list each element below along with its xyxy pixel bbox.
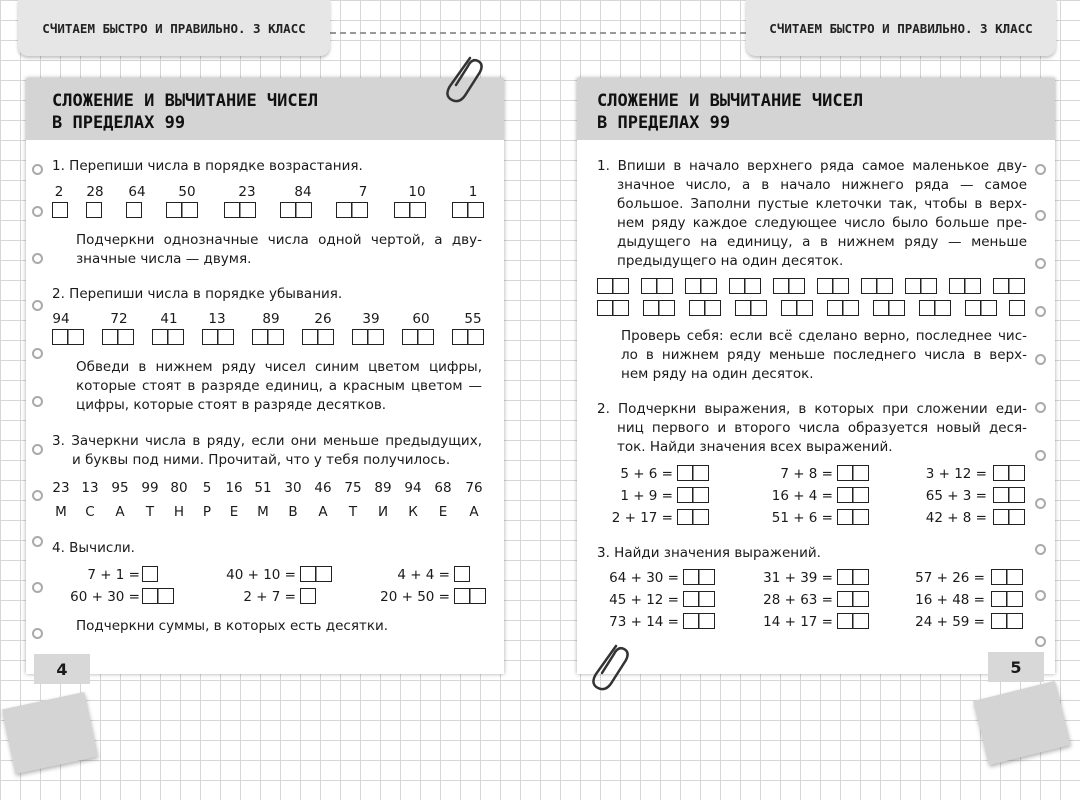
answer-box[interactable] bbox=[452, 329, 484, 345]
page-number-left bbox=[34, 654, 90, 684]
number: 95 bbox=[111, 480, 129, 496]
number: 30 bbox=[284, 480, 302, 496]
number: 72 bbox=[110, 311, 128, 327]
letter: А bbox=[318, 504, 328, 520]
expression: 16 + 48 = bbox=[915, 592, 985, 608]
answer-box[interactable] bbox=[677, 487, 709, 503]
answer-box[interactable] bbox=[352, 329, 384, 345]
number: 75 bbox=[344, 480, 362, 496]
right-task1-check: ло в нижнем ряду меньше последнего числа в верх- bbox=[621, 347, 1027, 363]
number: 10 bbox=[408, 184, 426, 200]
answer-box[interactable] bbox=[402, 329, 434, 345]
expression: 73 + 14 = bbox=[609, 614, 679, 630]
number: 55 bbox=[464, 311, 482, 327]
right-task1-text: предыдущего на один десяток. bbox=[617, 253, 844, 269]
binder-hole-icon bbox=[1035, 306, 1046, 317]
number: 89 bbox=[262, 311, 280, 327]
left-task2-note: Обведи в нижнем ряду чисел синим цветом цифры, bbox=[76, 359, 482, 375]
answer-box[interactable] bbox=[166, 202, 198, 218]
right-task2-text: ток. Найди значения всех выражений. bbox=[617, 439, 893, 455]
binder-hole-icon bbox=[1035, 210, 1046, 221]
letter: Т bbox=[348, 504, 358, 520]
answer-box[interactable] bbox=[837, 613, 869, 629]
answer-box[interactable] bbox=[781, 300, 813, 316]
answer-box[interactable] bbox=[300, 566, 332, 582]
answer-box[interactable] bbox=[142, 566, 158, 582]
binder-hole-icon bbox=[32, 444, 43, 455]
number: 84 bbox=[294, 184, 312, 200]
expression: 65 + 3 = bbox=[925, 488, 987, 504]
paperclip-icon bbox=[440, 52, 484, 104]
right-task1-text: нем ряду каждое следующее число было больше пре- bbox=[617, 215, 1027, 231]
binder-hole-icon bbox=[1035, 258, 1046, 269]
letter: В bbox=[288, 504, 298, 520]
number: 68 bbox=[434, 480, 452, 496]
expression: 20 + 50 = bbox=[380, 589, 450, 605]
number: 13 bbox=[208, 311, 226, 327]
number: 23 bbox=[238, 184, 256, 200]
left-title-line1: СЛОЖЕНИЕ И ВЫЧИТАНИЕ ЧИСЕЛ bbox=[52, 91, 319, 111]
expression: 42 + 8 = bbox=[925, 510, 987, 526]
expression: 7 + 1 = bbox=[87, 567, 140, 583]
binder-hole-icon bbox=[1035, 450, 1046, 461]
answer-box[interactable] bbox=[689, 300, 721, 316]
expression: 28 + 63 = bbox=[763, 592, 833, 608]
answer-box[interactable] bbox=[452, 202, 484, 218]
right-task2-text: ниц первого и второго числа образуется новый деся- bbox=[617, 420, 1027, 436]
expression: 7 + 8 = bbox=[780, 466, 833, 482]
left-title-line2: В ПРЕДЕЛАХ 99 bbox=[52, 113, 186, 133]
answer-box[interactable] bbox=[991, 569, 1023, 585]
number: 76 bbox=[465, 480, 483, 496]
right-task1-text: большое. Заполни пустые клеточки так, чтобы в верх- bbox=[617, 196, 1027, 212]
expression: 14 + 17 = bbox=[763, 614, 833, 630]
answer-box[interactable] bbox=[683, 569, 715, 585]
letter: А bbox=[115, 504, 125, 520]
answer-box[interactable] bbox=[817, 278, 849, 294]
number: 89 bbox=[374, 480, 392, 496]
header-title-right: СЧИТАЕМ БЫСТРО И ПРАВИЛЬНО. 3 КЛАСС bbox=[769, 20, 1033, 36]
binder-hole-icon bbox=[32, 536, 43, 547]
right-title-line1: СЛОЖЕНИЕ И ВЫЧИТАНИЕ ЧИСЕЛ bbox=[597, 91, 864, 111]
answer-box[interactable] bbox=[837, 465, 869, 481]
number: 64 bbox=[128, 184, 146, 200]
answer-box[interactable] bbox=[685, 278, 717, 294]
letter: Н bbox=[173, 504, 185, 520]
answer-box[interactable] bbox=[252, 329, 284, 345]
binder-hole-icon bbox=[1035, 636, 1046, 647]
right-title-line2: В ПРЕДЕЛАХ 99 bbox=[597, 113, 731, 133]
answer-box[interactable] bbox=[837, 487, 869, 503]
answer-box[interactable] bbox=[993, 487, 1025, 503]
expression: 2 + 7 = bbox=[243, 589, 296, 605]
right-page bbox=[577, 78, 1055, 674]
answer-box[interactable] bbox=[677, 509, 709, 525]
left-task3-text: 3. Зачеркни числа в ряду, если они меньше предыдущих, bbox=[52, 433, 482, 449]
left-task4-text: 4. Вычисли. bbox=[52, 540, 135, 556]
left-task2-note: которые стоят в разряде единиц, а красным цветом — bbox=[76, 378, 482, 394]
binder-hole-icon bbox=[32, 164, 43, 175]
answer-box[interactable] bbox=[597, 300, 629, 316]
answer-box[interactable] bbox=[993, 278, 1025, 294]
answer-box[interactable] bbox=[641, 278, 673, 294]
right-task1-text: дыдущего на единицу, а в нижнем ряду — меньше bbox=[617, 234, 1027, 250]
answer-box[interactable] bbox=[597, 278, 629, 294]
binder-hole-icon bbox=[1035, 402, 1046, 413]
page-number-left-text: 4 bbox=[56, 659, 68, 679]
right-task1-check: нем ряду на один десяток. bbox=[621, 366, 814, 382]
number: 28 bbox=[86, 184, 104, 200]
answer-box[interactable] bbox=[827, 300, 859, 316]
answer-box[interactable] bbox=[454, 588, 486, 604]
left-task3-text: и буквы под ними. Прочитай, что у тебя получилось. bbox=[72, 452, 451, 468]
number: 41 bbox=[160, 311, 178, 327]
answer-box[interactable] bbox=[683, 591, 715, 607]
letter: С bbox=[85, 504, 95, 520]
expression: 31 + 39 = bbox=[763, 570, 833, 586]
answer-box[interactable] bbox=[993, 509, 1025, 525]
expression: 5 + 6 = bbox=[620, 466, 673, 482]
answer-box[interactable] bbox=[336, 202, 368, 218]
number: 46 bbox=[314, 480, 332, 496]
answer-box[interactable] bbox=[837, 591, 869, 607]
left-task1-note: Подчеркни однозначные числа одной чертой, а дву- bbox=[76, 232, 482, 248]
expression: 2 + 17 = bbox=[611, 510, 673, 526]
binder-hole-icon bbox=[32, 582, 43, 593]
answer-box[interactable] bbox=[52, 202, 68, 218]
number: 16 bbox=[225, 480, 243, 496]
number: 5 bbox=[202, 480, 212, 496]
right-task1-check: Проверь себя: если всё сделано верно, последнее чис- bbox=[621, 328, 1027, 344]
expression: 16 + 4 = bbox=[771, 488, 833, 504]
right-title bbox=[597, 90, 863, 134]
letter: И bbox=[377, 504, 389, 520]
header-dashed-line bbox=[330, 32, 746, 34]
answer-box[interactable] bbox=[965, 300, 997, 316]
number: 50 bbox=[178, 184, 196, 200]
answer-box[interactable] bbox=[735, 300, 767, 316]
answer-box[interactable] bbox=[300, 588, 316, 604]
binder-hole-icon bbox=[32, 348, 43, 359]
binder-hole-icon bbox=[32, 396, 43, 407]
answer-box[interactable] bbox=[905, 278, 937, 294]
header-tab-right bbox=[746, 0, 1056, 56]
left-task1-text: 1. Перепиши числа в порядке возрастания. bbox=[52, 158, 363, 174]
binder-hole-icon bbox=[32, 300, 43, 311]
left-task2-note: цифры, которые стоят в разряде десятков. bbox=[76, 397, 387, 413]
expression: 64 + 30 = bbox=[609, 570, 679, 586]
answer-box[interactable] bbox=[919, 300, 951, 316]
number: 2 bbox=[54, 184, 64, 200]
right-task2-text: 2. Подчеркни выражения, в которых при сложении еди- bbox=[597, 401, 1027, 417]
expression: 45 + 12 = bbox=[609, 592, 679, 608]
right-task3-text: 3. Найди значения выражений. bbox=[597, 545, 821, 561]
expression: 24 + 59 = bbox=[915, 614, 985, 630]
binder-hole-icon bbox=[32, 490, 43, 501]
binder-hole-icon bbox=[32, 628, 43, 639]
answer-box[interactable] bbox=[949, 278, 981, 294]
expression: 3 + 12 = bbox=[925, 466, 987, 482]
binder-hole-icon bbox=[1035, 164, 1046, 175]
answer-box[interactable] bbox=[126, 202, 142, 218]
answer-box[interactable] bbox=[773, 278, 805, 294]
answer-box[interactable] bbox=[302, 329, 334, 345]
number: 1 bbox=[468, 184, 478, 200]
number: 13 bbox=[81, 480, 99, 496]
letter: Р bbox=[202, 504, 212, 520]
paperclip-icon bbox=[586, 640, 630, 692]
expression: 51 + 6 = bbox=[771, 510, 833, 526]
expression: 4 + 4 = bbox=[397, 567, 450, 583]
number: 94 bbox=[404, 480, 422, 496]
decor-paper-right bbox=[973, 681, 1070, 765]
number: 7 bbox=[358, 184, 368, 200]
number: 39 bbox=[362, 311, 380, 327]
binder-hole-icon bbox=[1035, 590, 1046, 601]
letter: Е bbox=[229, 504, 239, 520]
header-title-left: СЧИТАЕМ БЫСТРО И ПРАВИЛЬНО. 3 КЛАСС bbox=[42, 20, 306, 36]
letter: А bbox=[469, 504, 479, 520]
left-task1-note: значные числа — двумя. bbox=[76, 251, 252, 267]
answer-box[interactable] bbox=[643, 300, 675, 316]
letter: Е bbox=[438, 504, 448, 520]
header-tab-left bbox=[18, 0, 330, 56]
answer-box[interactable] bbox=[1009, 300, 1025, 316]
letter: М bbox=[257, 504, 269, 520]
answer-box[interactable] bbox=[677, 465, 709, 481]
number: 26 bbox=[314, 311, 332, 327]
left-task4-note: Подчеркни суммы, в которых есть десятки. bbox=[76, 618, 389, 634]
letter: К bbox=[408, 504, 418, 520]
binder-hole-icon bbox=[1035, 354, 1046, 365]
left-title bbox=[52, 90, 318, 134]
answer-box[interactable] bbox=[86, 202, 102, 218]
left-page bbox=[26, 78, 504, 674]
left-task2-text: 2. Перепиши числа в порядке убывания. bbox=[52, 286, 343, 302]
answer-box[interactable] bbox=[394, 202, 426, 218]
binder-hole-icon bbox=[32, 253, 43, 264]
binder-hole-icon bbox=[32, 206, 43, 217]
right-task1-text: значное число, а в начало нижнего ряда — самое bbox=[617, 177, 1027, 193]
page-number-right bbox=[988, 652, 1044, 682]
answer-box[interactable] bbox=[837, 569, 869, 585]
answer-box[interactable] bbox=[102, 329, 134, 345]
expression: 1 + 9 = bbox=[620, 488, 673, 504]
answer-box[interactable] bbox=[454, 566, 470, 582]
page-number-right-text: 5 bbox=[1010, 657, 1022, 677]
number: 60 bbox=[412, 311, 430, 327]
binder-hole-icon bbox=[1035, 498, 1046, 509]
answer-box[interactable] bbox=[224, 202, 256, 218]
answer-box[interactable] bbox=[837, 509, 869, 525]
answer-box[interactable] bbox=[280, 202, 312, 218]
answer-box[interactable] bbox=[861, 278, 893, 294]
answer-box[interactable] bbox=[873, 300, 905, 316]
expression: 60 + 30 = bbox=[70, 589, 140, 605]
answer-box[interactable] bbox=[683, 613, 715, 629]
letter: Т bbox=[145, 504, 155, 520]
expression: 57 + 26 = bbox=[915, 570, 985, 586]
number: 94 bbox=[52, 311, 70, 327]
decor-paper-left bbox=[2, 692, 98, 774]
answer-box[interactable] bbox=[991, 613, 1023, 629]
right-task1-text: 1. Впиши в начало верхнего ряда самое маленькое дву- bbox=[597, 158, 1027, 174]
expression: 40 + 10 = bbox=[226, 567, 296, 583]
number: 80 bbox=[170, 480, 188, 496]
answer-box[interactable] bbox=[991, 591, 1023, 607]
answer-box[interactable] bbox=[202, 329, 234, 345]
answer-box[interactable] bbox=[52, 329, 84, 345]
number: 51 bbox=[254, 480, 272, 496]
number: 99 bbox=[141, 480, 159, 496]
answer-box[interactable] bbox=[729, 278, 761, 294]
letter: М bbox=[55, 504, 67, 520]
answer-box[interactable] bbox=[993, 465, 1025, 481]
number: 23 bbox=[52, 480, 70, 496]
binder-hole-icon bbox=[1035, 544, 1046, 555]
answer-box[interactable] bbox=[152, 329, 184, 345]
answer-box[interactable] bbox=[142, 588, 174, 604]
